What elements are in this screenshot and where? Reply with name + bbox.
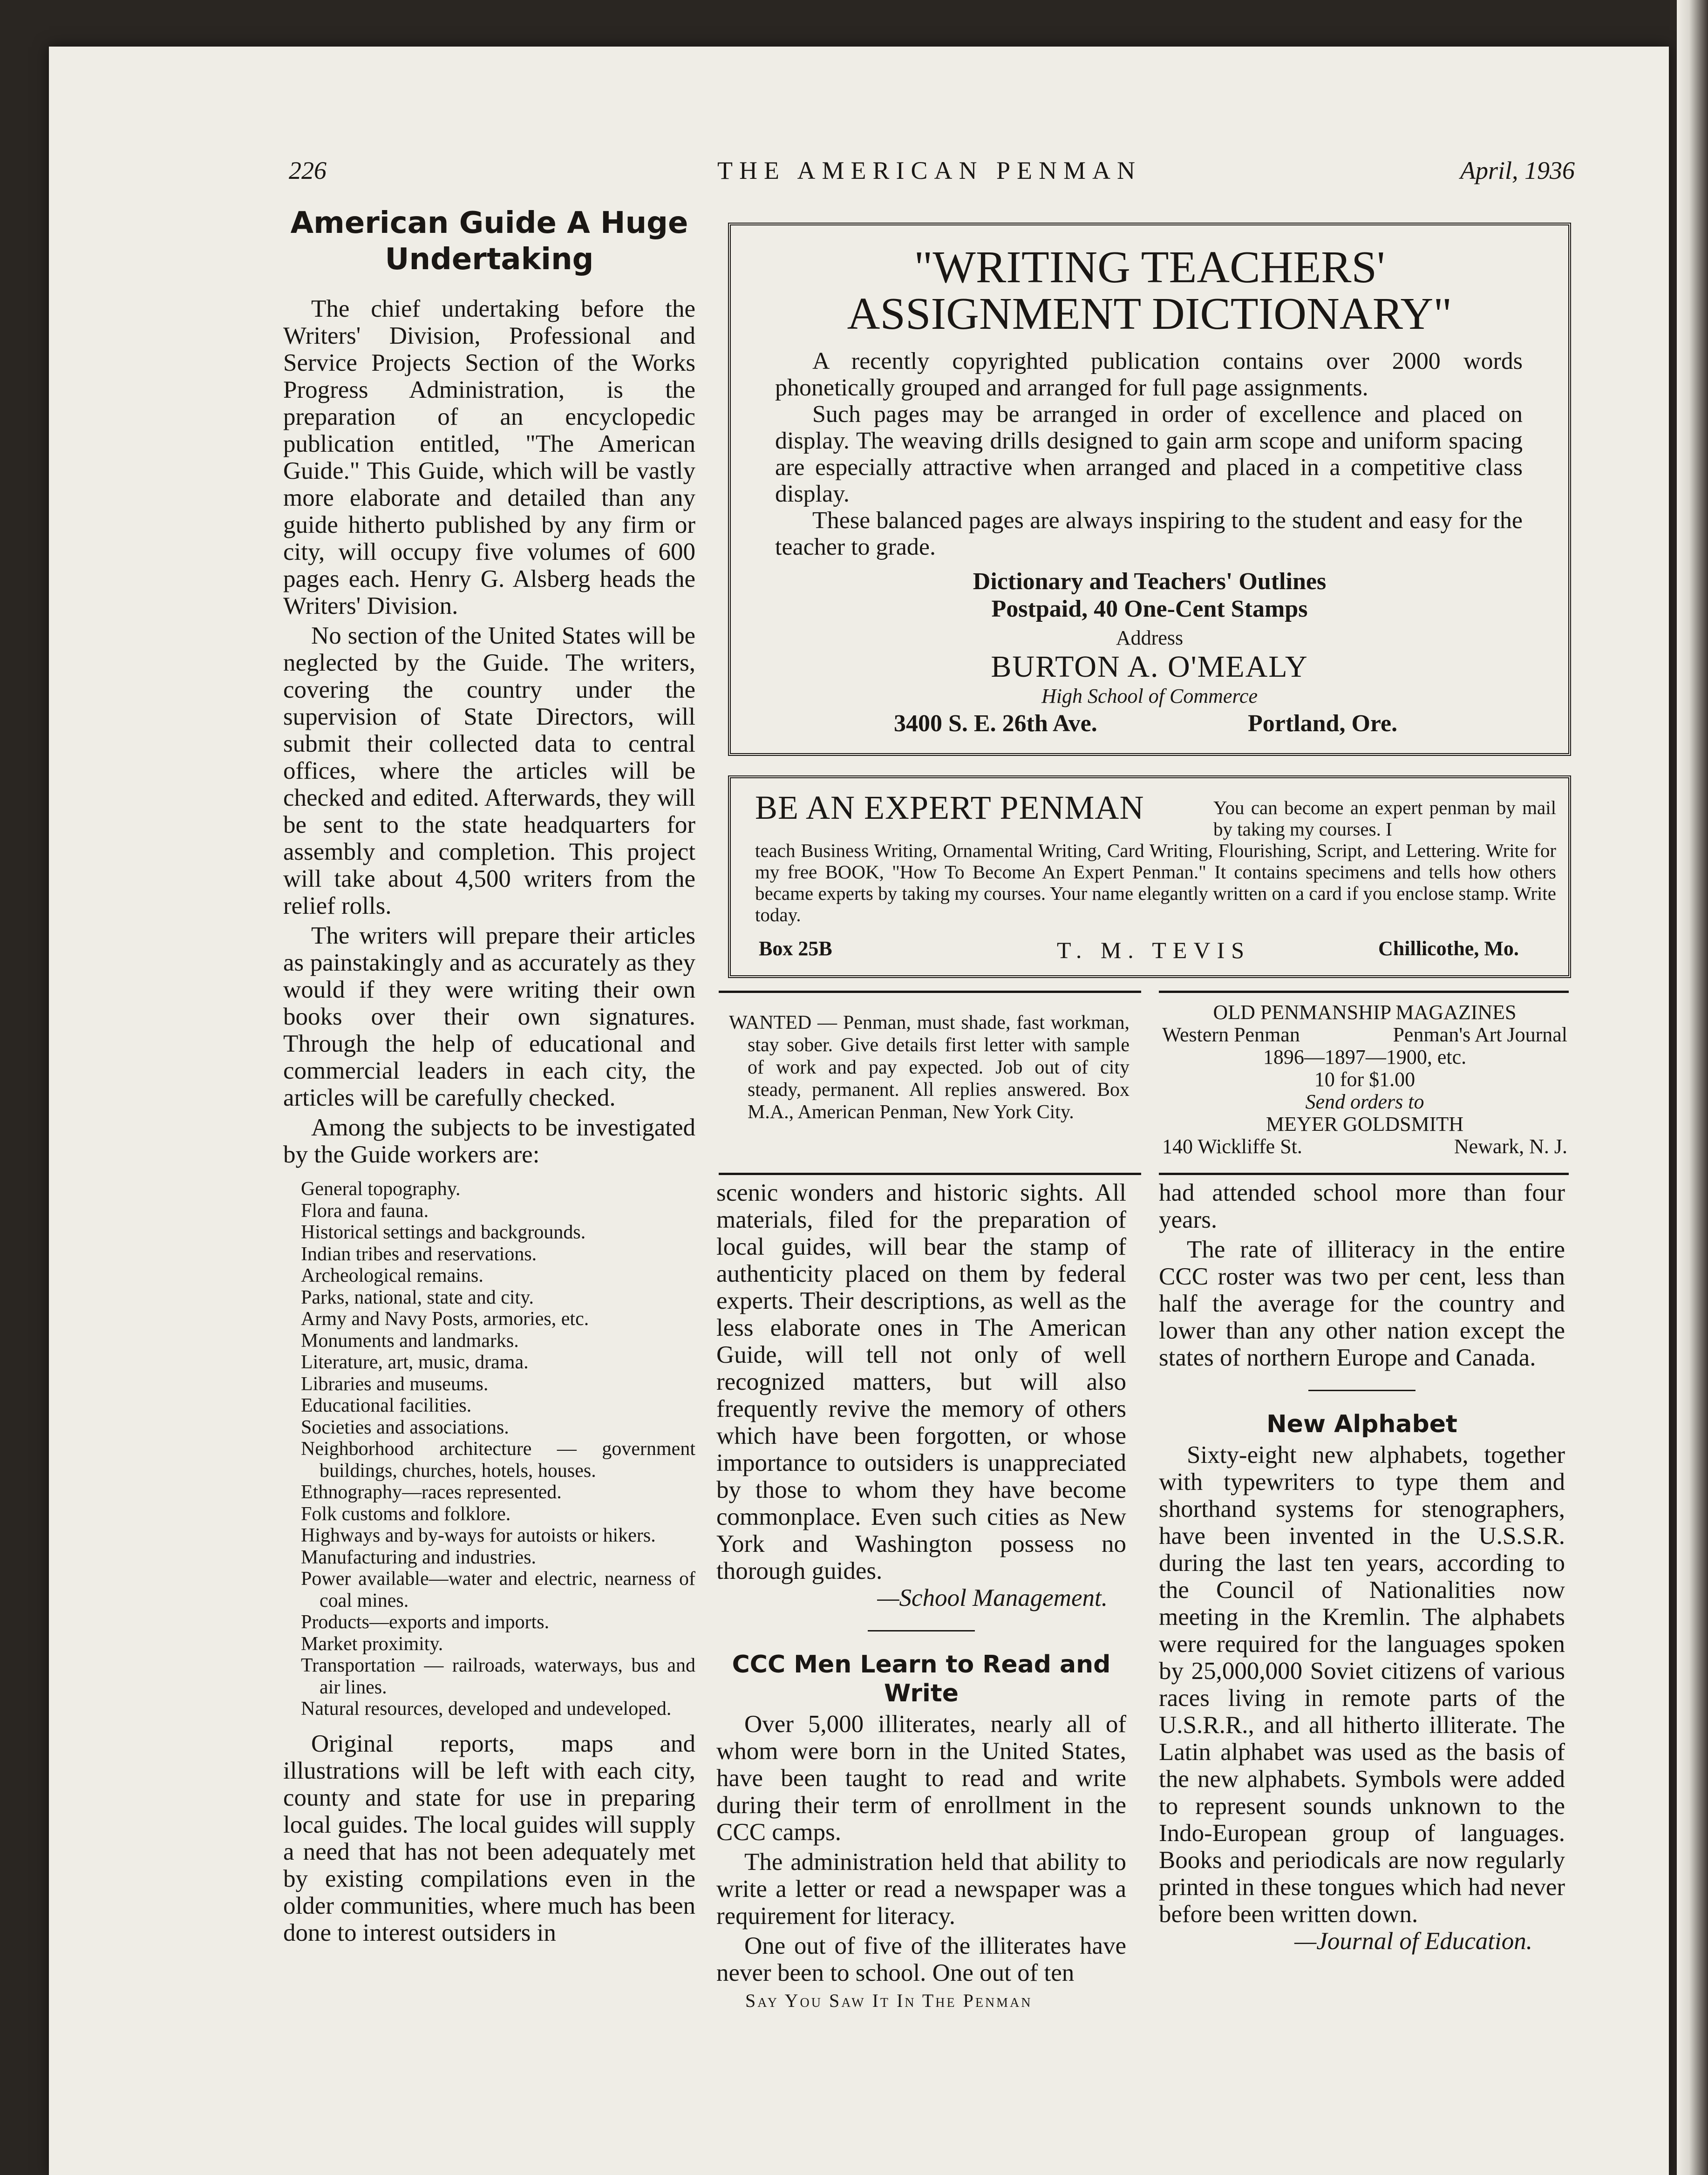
advertiser-street: 3400 S. E. 26th Ave. [894, 710, 1097, 737]
list-item: Libraries and museums. [301, 1373, 489, 1395]
list-item: Societies and associations. [301, 1416, 509, 1438]
seller-address [1162, 1135, 1567, 1158]
ad-intro: You can become an expert penman by mail by taking my courses. I [1213, 797, 1556, 840]
list-item: Monuments and landmarks. [301, 1330, 519, 1352]
seller-street: 140 Wickliffe St. [1162, 1135, 1302, 1158]
ad-expert-penman [728, 775, 1571, 978]
list-item: Army and Navy Posts, armories, etc. [301, 1308, 589, 1330]
years: 1896—1897—1900, etc. [1263, 1046, 1467, 1068]
list-item: Indian tribes and reservations. [301, 1243, 537, 1265]
list-item: Manufacturing and industries. [301, 1546, 537, 1568]
section-divider [868, 1630, 975, 1631]
list-item: General topography. [301, 1178, 461, 1200]
paragraph: Original reports, maps and illustrations will be left with each city, county and state for use in preparing local guides. The local guides will supply a need that has not been adequately met by existing compilations even in the older communities, where much has been done to interest outsiders in [283, 1730, 695, 1946]
list-item: Educational facilities. [301, 1395, 472, 1416]
paragraph: No section of the United States will be neglected by the Guide. The writers, covering the country under the supervision of State Directors, will submit their collected data to central offices, where the articles will be checked and edited. Afterwards, they will be sent to the state headquarters for assembly and completion. This project will take about 4,500 writers from the relief rolls. [283, 622, 695, 919]
source-credit: —Journal of Education. [1294, 1928, 1532, 1955]
divider-rule [719, 991, 1141, 993]
section-divider [1308, 1390, 1415, 1391]
source-credit: —School Management. [877, 1584, 1108, 1611]
advertiser-city: Chillicothe, Mo. [1378, 937, 1519, 960]
advertiser-box: Box 25B [759, 937, 832, 960]
divider-rule [1159, 1173, 1569, 1175]
paragraph: Sixty-eight new alphabets, together with typewriters to type them and shorthand systems for stenographers, have been invented in the U.S.S.R. during the last ten years, according to the Council of Nationalities now meeting in the Kremlin. The alphabets were required for the languages spoken by 25,000,000 Soviet citizens of various races living in remote parts of the U.S.R.R., and all hitherto illiterate. The Latin alphabet was used as the basis of the new alphabets. Symbols were added to represent sounds unknown to the Indo-European group of languages. Books and periodicals are now regularly printed in these tongues which had never before been written down. [1159, 1441, 1565, 1928]
journal-title: THE AMERICAN PENMAN [717, 156, 1142, 184]
list-item: Archeological remains. [301, 1265, 483, 1286]
price: 10 for $1.00 [1314, 1068, 1415, 1091]
paragraph: had attended school more than four years. [1159, 1179, 1565, 1233]
list-item: Folk customs and folklore. [301, 1503, 511, 1525]
advertiser-name: T. M. TEVIS [1057, 937, 1251, 963]
list-item: Neighborhood architecture — government buildings, churches, hotels, houses. [301, 1438, 695, 1482]
list-item: Highways and by-ways for autoists or hikers. [301, 1525, 656, 1546]
list-item: Ethnography—races represented. [301, 1482, 562, 1503]
advertiser-city: Portland, Ore. [1248, 710, 1398, 737]
paragraph: A recently copyrighted publication contains over 2000 words phonetically grouped and arranged for full page assignments. [775, 348, 1523, 401]
next-page-edge [1677, 0, 1708, 2175]
seller-city: Newark, N. J. [1454, 1135, 1567, 1158]
page-number: 226 [289, 156, 327, 184]
paragraph: One out of five of the illiterates have never been to school. One out of ten [716, 1932, 1126, 1986]
divider-rule [719, 1173, 1141, 1175]
article-american-guide [283, 205, 695, 1946]
magazine-titles [1162, 1024, 1567, 1046]
classified-text: WANTED — Penman, must shade, fast workman, stay sober. Give details first letter with sample of work and pay expected. Job out of city steady, permanent. All replies answered. Box M.A., American Penman, New York City. [729, 1012, 1130, 1123]
advertiser-school: High School of Commerce [1041, 685, 1258, 707]
address-label: Address [1116, 626, 1184, 649]
paragraph: These balanced pages are always inspiring to the student and easy for the teacher to grade. [775, 507, 1523, 560]
ad-title-line: ASSIGNMENT DICTIONARY" [847, 289, 1452, 339]
magazine-title: Penman's Art Journal [1393, 1023, 1567, 1046]
paragraph: The writers will prepare their articles as painstakingly and as accurately as they would if they were writing their own books over their own signatures. Through the help of educational and commercial leaders in each city, the articles will be carefully checked. [283, 922, 695, 1111]
list-item: Natural resources, developed and undeveloped. [301, 1698, 672, 1720]
paragraph: The rate of illiteracy in the entire CCC roster was two per cent, less than half the average for the country and lower than any other nation except the states of northern Europe and Canada. [1159, 1236, 1565, 1371]
offer-line: Dictionary and Teachers' Outlines [973, 568, 1327, 595]
article-title: American Guide A Huge Undertaking [290, 206, 688, 277]
price-line: Postpaid, 40 One-Cent Stamps [991, 596, 1308, 622]
magazine-title: Western Penman [1162, 1023, 1300, 1046]
seller-name: MEYER GOLDSMITH [1266, 1113, 1464, 1135]
list-item: Historical settings and backgrounds. [301, 1222, 586, 1243]
classified-title: OLD PENMANSHIP MAGAZINES [1213, 1001, 1517, 1024]
ad-title [731, 244, 1568, 337]
paragraph: Such pages may be arranged in order of excellence and placed on display. The weaving drills designed to gain arm scope and uniform spacing are especially attractive when arranged and placed in a competitive class display. [775, 401, 1523, 507]
classified-wanted [729, 1012, 1130, 1123]
column-middle [716, 1179, 1126, 1986]
ad-title: BE AN EXPERT PENMAN [755, 789, 1144, 826]
column-right [1159, 1179, 1565, 1955]
list-item: Flora and fauna. [301, 1200, 429, 1222]
ad-assignment-dictionary [728, 223, 1571, 756]
issue-date: April, 1936 [1460, 156, 1575, 184]
divider-rule [1159, 991, 1569, 993]
instruction: Send orders to [1305, 1090, 1424, 1113]
ad-title-line: "WRITING TEACHERS' [914, 242, 1385, 292]
ad-body [775, 348, 1523, 560]
paragraph: The chief undertaking before the Writers' Division, Professional and Service Projects Section of the Works Progress Administration, is the preparation of an encyclopedic publication entitled, "The American Guide." This Guide, which will be vastly more elaborate and detailed than any guide hitherto published by any firm or city, will occupy five volumes of 600 pages each. Henry G. Alsberg heads the Writers' Division. [283, 295, 695, 619]
article-title: New Alphabet [1266, 1410, 1457, 1438]
paragraph: Over 5,000 illiterates, nearly all of whom were born in the United States, have been taught to read and write during their term of enrollment in the CCC camps. [716, 1711, 1126, 1846]
list-item: Parks, national, state and city. [301, 1286, 534, 1308]
paragraph: scenic wonders and historic sights. All materials, filed for the preparation of local guides, will bear the stamp of authenticity placed on them by federal experts. Their descriptions, as well as the less elaborate ones in The American Guide, will tell not only of well recognized matters, but will also frequently revive the memory of others which have been forgotten, or whose importance to outsiders is unappreciated by those to whom they have become commonplace. Even such cities as New York and Washington possess no thorough guides. [716, 1179, 1126, 1584]
advertiser-name: BURTON A. O'MEALY [991, 650, 1308, 684]
list-item: Transportation — railroads, waterways, bus and air lines. [301, 1655, 695, 1698]
list-item: Power available—water and electric, nearness of coal mines. [301, 1568, 695, 1611]
list-item: Market proximity. [301, 1633, 443, 1655]
paragraph: The administration held that ability to write a letter or read a newspaper was a requirement for literacy. [716, 1849, 1126, 1930]
article-title: CCC Men Learn to Read and Write [732, 1651, 1111, 1707]
classified-old-magazines [1162, 1001, 1567, 1158]
page-footer: Say You Saw It In The Penman [745, 1990, 1033, 2011]
list-item: Products—exports and imports. [301, 1611, 550, 1633]
paragraph: Among the subjects to be investigated by the Guide workers are: [283, 1114, 695, 1168]
ad-body: teach Business Writing, Ornamental Writing, Card Writing, Flourishing, Script, and Lettering. Write for my free BOOK, "How To Become An Expert Penman." It contains specimens and tells how others became experts by taking my courses. Your name elegantly written on a card if you enclose stamp. Write today. [755, 840, 1556, 925]
list-item: Literature, art, music, drama. [301, 1352, 529, 1373]
subjects-list [301, 1178, 695, 1720]
